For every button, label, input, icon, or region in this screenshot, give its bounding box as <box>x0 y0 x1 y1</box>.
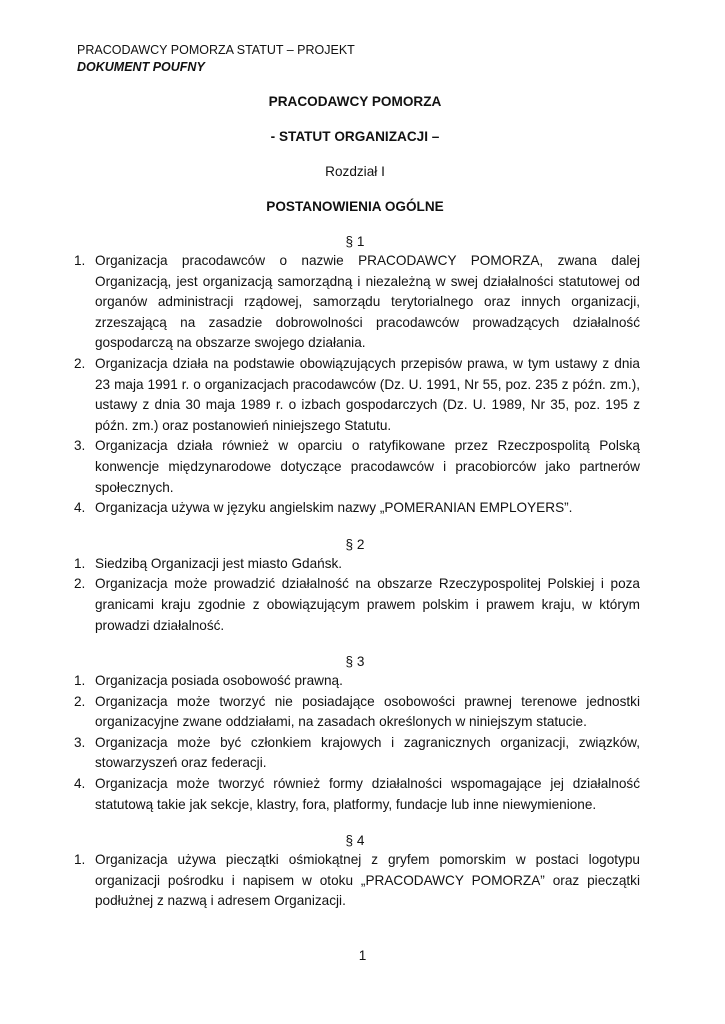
list-item-number: 1. <box>74 555 86 571</box>
list-item-text: Organizacja pracodawców o nazwie PRACODAWCY POMORZA, zwana dalej Organizacją, jest organizacją samorządną i niezależną w swej działalności statutowej od organów administracji rządowej, samorządu terytorialnego oraz innych organizacji, zrzeszającą na zasadzie dobrowolności pracodawców prowadzących działalność gospodarczą na obszarze swojego działania. <box>95 253 640 351</box>
list-item-number: 3. <box>74 438 86 454</box>
list-item-number: 1. <box>74 852 86 868</box>
list-item-number: 2. <box>74 355 86 371</box>
list-item <box>70 671 640 692</box>
section-list <box>70 671 640 815</box>
section-list <box>70 251 640 519</box>
list-item <box>70 498 640 519</box>
list-item <box>70 436 640 498</box>
chapter-title: POSTANOWIENIA OGÓLNE <box>266 199 444 214</box>
list-item-text: Organizacja posiada osobowość prawną. <box>95 673 343 689</box>
list-item <box>70 774 640 815</box>
list-item-number: 2. <box>74 576 86 592</box>
list-item <box>70 733 640 774</box>
section-spacer <box>70 815 640 832</box>
document-body <box>70 93 640 912</box>
document-statute-title: - STATUT ORGANIZACJI – <box>270 129 440 144</box>
list-item-text: Organizacja może tworzyć nie posiadające osobowości prawnej terenowe jednostki organizacyjne zwane oddziałami, na zasadach określonych w niniejszym statucie. <box>95 693 640 730</box>
sections-container <box>70 233 640 912</box>
list-item <box>70 692 640 733</box>
list-item-text: Organizacja może być członkiem krajowych i zagranicznych organizacji, związków, stowarzyszeń oraz federacji. <box>95 734 640 771</box>
list-item-text: Organizacja może prowadzić działalność na obszarze Rzeczypospolitej Polskiej i poza granicami kraju zgodnie z obowiązującym prawem polskim i prawem kraju, w którym prowadzi działalność. <box>95 576 640 633</box>
section-spacer <box>70 519 640 536</box>
chapter-label: Rozdział I <box>325 164 385 179</box>
header-confidential: DOKUMENT POUFNY <box>77 60 205 74</box>
list-item-text: Organizacja działa również w oparciu o ratyfikowane przez Rzeczpospolitą Polską konwencje międzynarodowe dotyczące pracodawców i pracobiorców jako partnerów społecznych. <box>95 438 640 495</box>
list-item <box>70 554 640 575</box>
list-item <box>70 850 640 912</box>
list-item-text: Organizacja używa w języku angielskim nazwy „POMERANIAN EMPLOYERS”. <box>95 500 573 516</box>
list-item-text: Organizacja używa pieczątki ośmiokątnej z gryfem pomorskim w postaci logotypu organizacji pośrodku i napisem w otoku „PRACODAWCY POMORZA” oraz pieczątki podłużnej z nazwą i adresem Organizacji. <box>95 852 640 909</box>
list-item <box>70 574 640 636</box>
document-org-title: PRACODAWCY POMORZA <box>268 94 442 109</box>
list-item <box>70 251 640 354</box>
list-item <box>70 354 640 436</box>
header-title: PRACODAWCY POMORZA STATUT – PROJEKT <box>77 43 355 57</box>
list-item-text: Siedzibą Organizacji jest miasto Gdańsk. <box>95 555 343 571</box>
list-item-number: 2. <box>74 693 86 709</box>
list-item-text: Organizacja może tworzyć również formy działalności wspomagające jej działalność statutową takie jak sekcje, klastry, fora, platformy, fundacje lub inne niewymienione. <box>95 776 640 812</box>
section-heading: § 3 <box>345 654 365 670</box>
section-heading: § 1 <box>345 234 365 249</box>
list-item-number: 4. <box>74 500 86 516</box>
page-header <box>77 42 355 76</box>
section-heading: § 2 <box>345 536 365 552</box>
section-spacer <box>70 636 640 653</box>
list-item-text: Organizacja działa na podstawie obowiązujących przepisów prawa, w tym ustawy z dnia 23 maja 1991 r. o organizacjach pracodawców (Dz. U. 1991, Nr 55, poz. 235 z późn. zm.), ustawy z dnia 30 maja 1989 r. o izbach gospodarczych (Dz. U. 1989, Nr 35, poz. 195 z późn. zm.) oraz postanowień niniejszego Statutu. <box>95 355 640 433</box>
list-item-number: 1. <box>74 253 86 268</box>
list-item-number: 4. <box>74 776 86 792</box>
section-heading: § 4 <box>345 833 365 849</box>
section-list <box>70 554 640 636</box>
page-number: 1 <box>358 948 367 963</box>
section-list <box>70 850 640 912</box>
list-item-number: 3. <box>74 734 86 750</box>
list-item-number: 1. <box>74 673 86 689</box>
